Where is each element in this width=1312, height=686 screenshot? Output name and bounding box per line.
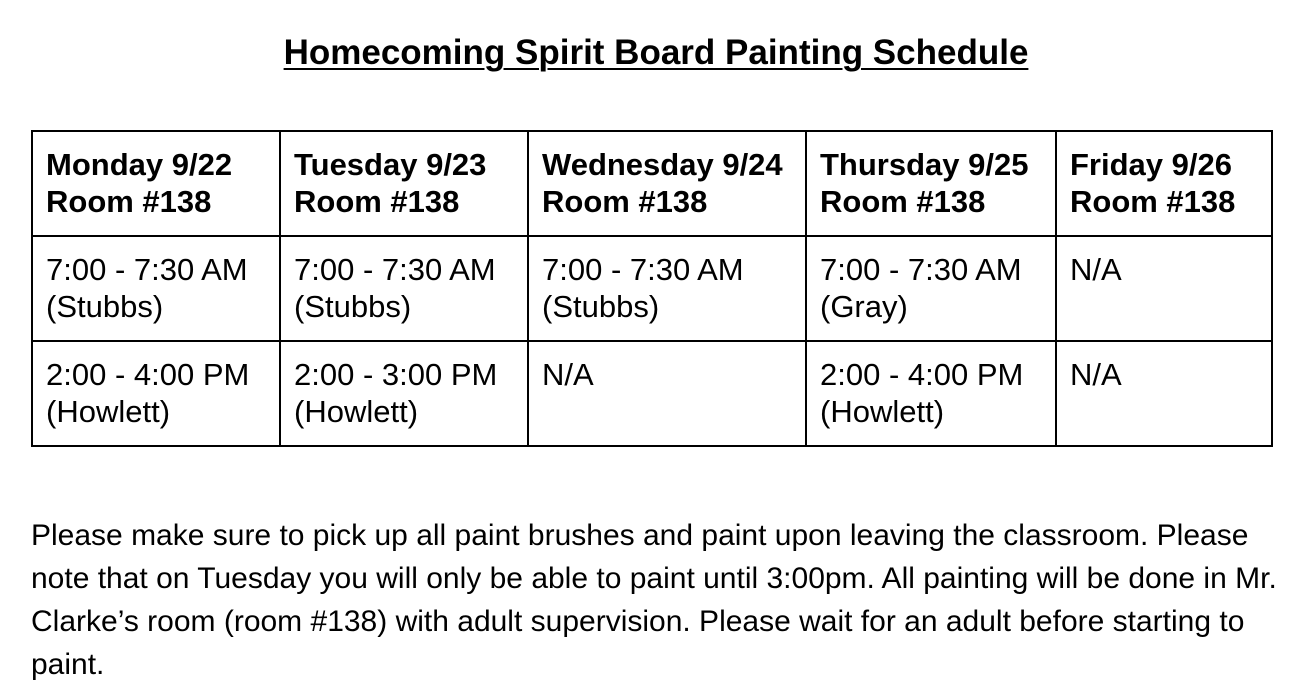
table-cell (528, 341, 806, 446)
table-cell (806, 341, 1056, 446)
table-row-afternoon (32, 341, 1272, 446)
slot-supervisor: (Gray) (820, 289, 908, 324)
slot-time: N/A (1070, 252, 1122, 287)
slot-time: 2:00 - 4:00 PM (820, 357, 1024, 392)
header-cell-friday (1056, 131, 1272, 236)
slot-time: 7:00 - 7:30 AM (294, 252, 496, 287)
header-room: Room #138 (1070, 184, 1236, 219)
table-cell (280, 236, 528, 341)
header-day: Tuesday 9/23 (294, 147, 487, 182)
schedule-table (31, 130, 1273, 447)
table-cell (32, 236, 280, 341)
table-cell (280, 341, 528, 446)
slot-time: 2:00 - 4:00 PM (46, 357, 250, 392)
header-day: Thursday 9/25 (820, 147, 1029, 182)
table-cell (1056, 236, 1272, 341)
slot-time: 7:00 - 7:30 AM (820, 252, 1022, 287)
slot-time: 7:00 - 7:30 AM (46, 252, 248, 287)
slot-supervisor: (Howlett) (46, 394, 171, 429)
slot-supervisor: (Stubbs) (46, 289, 164, 324)
table-cell (528, 236, 806, 341)
header-cell-thursday (806, 131, 1056, 236)
table-row-morning (32, 236, 1272, 341)
header-day: Friday 9/26 (1070, 147, 1232, 182)
slot-time: 7:00 - 7:30 AM (542, 252, 744, 287)
header-cell-monday (32, 131, 280, 236)
header-room: Room #138 (542, 184, 708, 219)
slot-time: N/A (1070, 357, 1122, 392)
header-day: Wednesday 9/24 (542, 147, 783, 182)
table-cell (32, 341, 280, 446)
header-cell-wednesday (528, 131, 806, 236)
slot-time: N/A (542, 357, 594, 392)
header-day: Monday 9/22 (46, 147, 233, 182)
header-row (32, 131, 1272, 236)
header-room: Room #138 (46, 184, 212, 219)
instructions-paragraph: Please make sure to pick up all paint brushes and paint upon leaving the classroom. Please note that on Tuesday you will only be able to paint until 3:00pm. All painting will be done in Mr. Clarke’s room (room #138) with adult supervision. Please wait for an adult before starting to paint. (31, 519, 1277, 681)
table-cell (806, 236, 1056, 341)
header-cell-tuesday (280, 131, 528, 236)
slot-time: 2:00 - 3:00 PM (294, 357, 498, 392)
slot-supervisor: (Howlett) (294, 394, 419, 429)
page-title: Homecoming Spirit Board Painting Schedule (283, 33, 1029, 72)
slot-supervisor: (Howlett) (820, 394, 945, 429)
slot-supervisor: (Stubbs) (294, 289, 412, 324)
header-room: Room #138 (820, 184, 986, 219)
table-cell (1056, 341, 1272, 446)
slot-supervisor: (Stubbs) (542, 289, 660, 324)
header-room: Room #138 (294, 184, 460, 219)
